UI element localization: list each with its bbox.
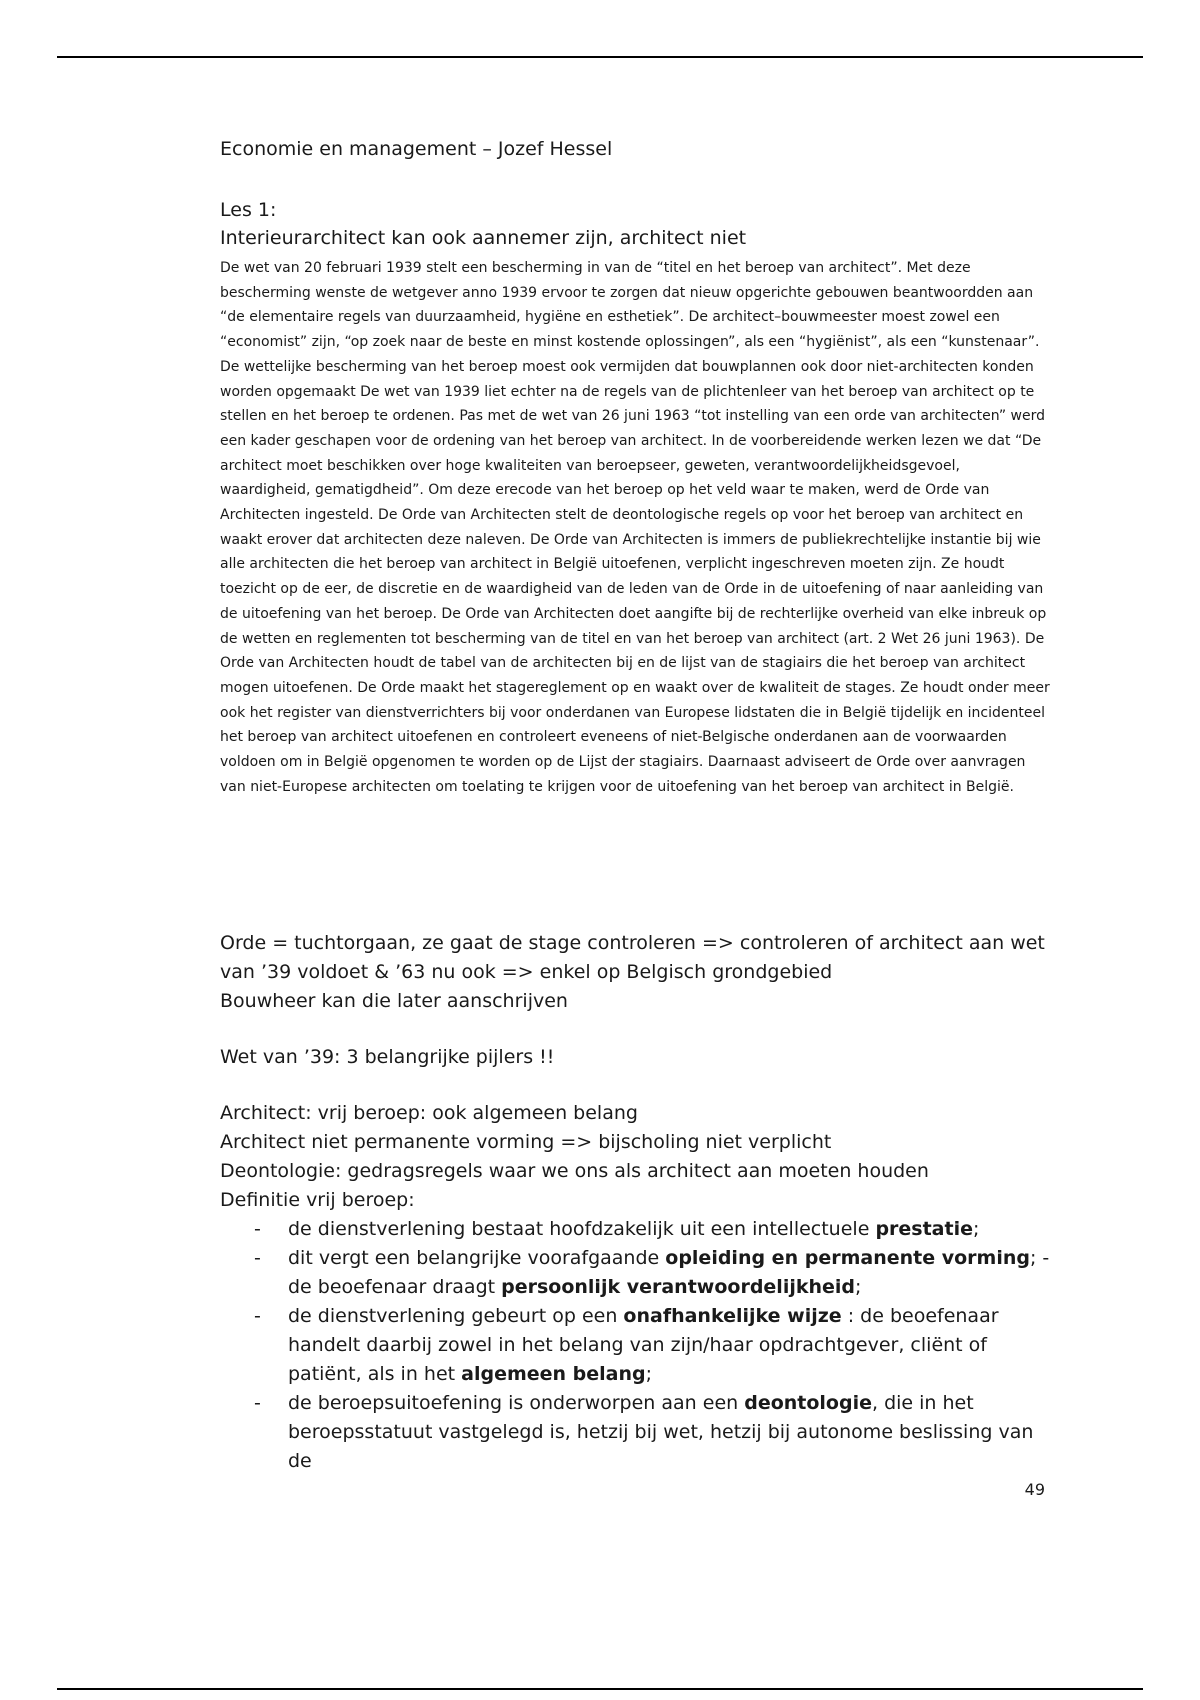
note-line: Architect: vrij beroep: ook algemeen belang	[220, 1102, 638, 1124]
note-line: Definitie vrij beroep:	[220, 1189, 415, 1211]
note-bouwheer: Bouwheer kan die later aanschrijven	[220, 990, 568, 1012]
note-wet39: Wet van ’39: 3 belangrijke pijlers !!	[220, 1046, 555, 1068]
definition-list	[220, 1215, 1050, 1476]
notes-section	[220, 929, 1050, 1476]
lesson-header	[220, 196, 1050, 252]
page-number: 49	[1024, 1480, 1045, 1499]
bold-term: deontologie	[744, 1392, 872, 1414]
bullet-dash: -	[254, 1392, 261, 1414]
bold-term: algemeen belang	[461, 1363, 646, 1385]
lesson-heading: Interieurarchitect kan ook aannemer zijn, architect niet	[220, 227, 747, 249]
top-rule	[57, 56, 1143, 58]
document-title: Economie en management – Jozef Hessel	[220, 138, 613, 160]
bottom-rule	[57, 1688, 1143, 1690]
note-orde: Orde = tuchtorgaan, ze gaat de stage controleren => controleren of architect aan wet van ’39 voldoet & ’63 nu ook => enkel op Belgisch grondgebied	[220, 932, 1045, 983]
bullet-dash: -	[254, 1247, 261, 1269]
body-paragraph: De wet van 20 februari 1939 stelt een bescherming in van de “titel en het beroep van architect”. Met deze bescherming wenste de wetgever anno 1939 ervoor te zorgen dat nieuw opgerichte gebouwen beantwoordden aan “de elementaire regels van duurzaamheid, hygiëne en esthetiek”. De architect–bouwmeester moest zowel een “economist” zijn, “op zoek naar de beste en minst kostende oplossingen”, als een “hygiënist”, als een “kunstenaar”. De wettelijke bescherming van het beroep moest ook vermijden dat bouwplannen ook door niet-architecten konden worden opgemaakt De wet van 1939 liet echter na de regels van de plichtenleer van het beroep van architect op te stellen en het beroep te ordenen. Pas met de wet van 26 juni 1963 “tot instelling van een orde van architecten” werd een kader geschapen voor de ordening van het beroep van architect. In de voorbereidende werken lezen we dat “De architect moet beschikken over hoge kwaliteiten van beroepseer, geweten, verantwoordelijkheidsgevoel, waardigheid, gematigdheid”. Om deze erecode van het beroep op het veld waar te maken, werd de Orde van Architecten ingesteld. De Orde van Architecten stelt de deontologische regels op voor het beroep van architect en waakt erover dat architecten deze naleven. De Orde van Architecten is immers de publiekrechtelijke instantie bij wie alle architecten die het beroep van architect in België uitoefenen, verplicht ingeschreven moeten zijn. Ze houdt toezicht op de eer, de discretie en de waardigheid van de leden van de Orde in de uitoefening of naar aanleiding van de uitoefening van het beroep. De Orde van Architecten doet aangifte bij de rechterlijke overheid van elke inbreuk op de wetten en reglementen tot bescherming van de titel en van het beroep van architect (art. 2 Wet 26 juni 1963). De Orde van Architecten houdt de tabel van de architecten bij en de lijst van de stagiairs die het beroep van architect mogen uitoefenen. De Orde maakt het stagereglement op en waakt over de kwaliteit de stages. Ze houdt onder meer ook het register van dienstverrichters bij voor onderdanen van Europese lidstaten die in België tijdelijk en incidenteel het beroep van architect uitoefenen en controleert eveneens of niet-Belgische onderdanen aan de voorwaarden voldoen om in België opgenomen te worden op de Lijst der stagiairs. Daarnaast adviseert de Orde over aanvragen van niet-Europese architecten om toelating te krijgen voor de uitoefening van het beroep van architect in België.	[220, 260, 1050, 795]
note-line: Deontologie: gedragsregels waar we ons als architect aan moeten houden	[220, 1160, 929, 1182]
lesson-number: Les 1:	[220, 199, 277, 221]
list-item: - dit vergt een belangrijke voorafgaande opleiding en permanente vorming; - de beoefenaar draagt persoonlijk verantwoordelijkheid;	[220, 1244, 1050, 1302]
note-line: Architect niet permanente vorming => bijscholing niet verplicht	[220, 1131, 832, 1153]
bold-term: onafhankelijke wijze	[623, 1305, 842, 1327]
list-item: - de beroepsuitoefening is onderworpen aan een deontologie, die in het beroepsstatuut vastgelegd is, hetzij bij wet, hetzij bij autonome beslissing van de	[220, 1389, 1050, 1476]
list-item: - de dienstverlening gebeurt op een onafhankelijke wijze : de beoefenaar handelt daarbij zowel in het belang van zijn/haar opdrachtgever, cliënt of patiënt, als in het algemeen belang;	[220, 1302, 1050, 1389]
bold-term: opleiding en permanente vorming	[665, 1247, 1030, 1269]
bold-term: prestatie	[875, 1218, 973, 1240]
list-item: - de dienstverlening bestaat hoofdzakelijk uit een intellectuele prestatie;	[220, 1215, 1050, 1244]
bullet-dash: -	[254, 1305, 261, 1327]
bullet-dash: -	[254, 1218, 261, 1240]
bold-term: persoonlijk verantwoordelijkheid	[501, 1276, 855, 1298]
